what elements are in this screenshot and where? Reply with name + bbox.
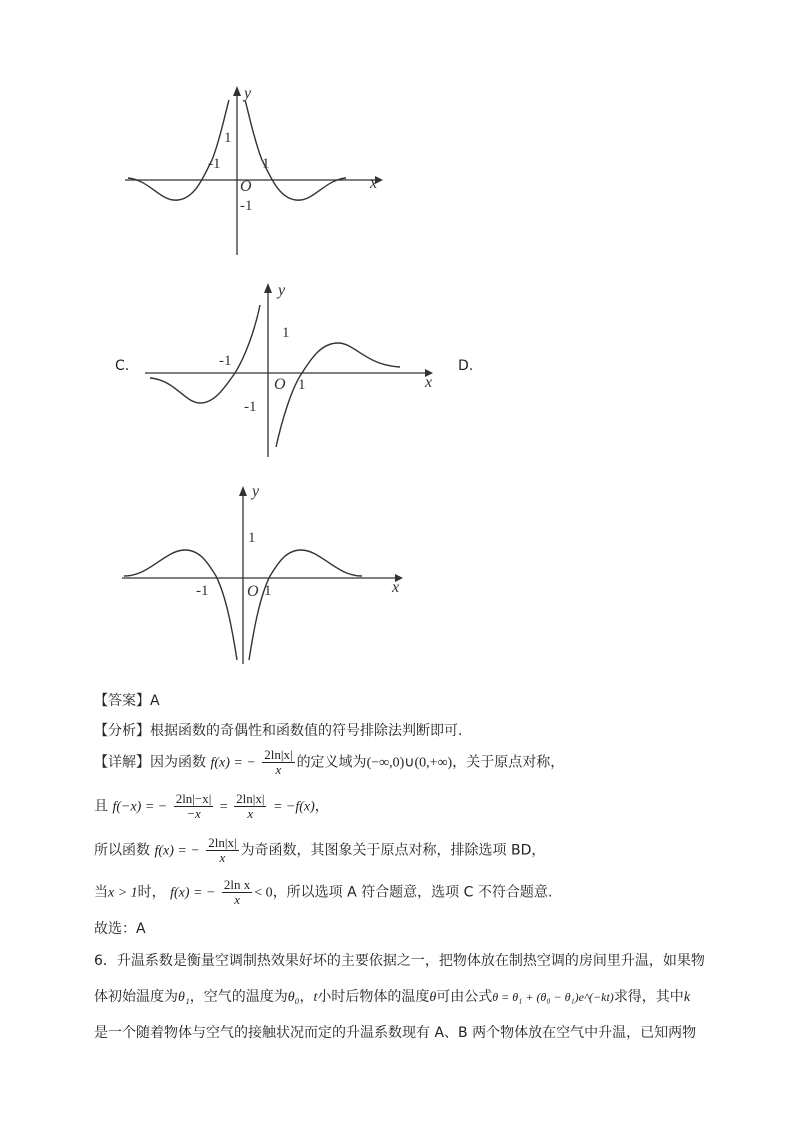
fraction (262, 748, 294, 777)
curve-right (245, 100, 346, 200)
graph-option-c (0, 275, 794, 460)
detail-line-2 (94, 792, 329, 821)
denominator: −x (186, 806, 201, 821)
x-tick-neg1: -1 (196, 583, 209, 599)
y-tick-pos1: 1 (248, 530, 256, 546)
analysis-tag: 【分析】 (94, 723, 150, 739)
graph-option-d (0, 478, 794, 670)
numerator: 2ln x (223, 877, 251, 892)
numerator: 2ln|x| (264, 747, 293, 762)
y-axis-arrow (233, 86, 241, 96)
x-axis-label: x (370, 175, 378, 192)
question6-line-2 (94, 986, 690, 1006)
formula-fx: f(x) = − (170, 885, 216, 901)
answer-line (94, 690, 160, 710)
answer-value: A (150, 693, 160, 709)
fraction (234, 792, 266, 821)
x-axis-label: x (425, 374, 433, 391)
y-axis-arrow (264, 283, 272, 293)
formula-end: = −f(x) (272, 799, 315, 815)
q6-text: ，空气的温度为 (189, 989, 288, 1005)
y-tick-neg1: -1 (244, 399, 257, 415)
equals: = (219, 799, 228, 815)
fraction (174, 792, 214, 821)
q6-text: 可由公式 (436, 989, 493, 1005)
question6-line-3: 是一个随着物体与空气的接触状况而定的升温系数现有 A、B 两个物体放在空气中升温，已知两物 (94, 1025, 697, 1041)
q6-text: 体初始温度为 (94, 989, 178, 1005)
formula-f-neg-x: f(−x) = − (112, 799, 168, 815)
detail-text: 所以函数 (94, 842, 150, 859)
curve-left (150, 305, 260, 403)
denominator: x (275, 762, 282, 777)
graph-option-b (0, 80, 794, 260)
theta0: θ₀ (287, 990, 300, 1005)
origin-label: O (247, 583, 259, 600)
graph-d-svg (0, 478, 794, 670)
detail-line-3 (94, 836, 545, 865)
option-d-label: D. (458, 358, 474, 374)
question6-line-1: 6．升温系数是衡量空调制热效果好坏的主要依据之一，把物体放在制热空调的房间里升温，如果物 (94, 953, 705, 969)
q6-text: 小时后物体的温度 (317, 989, 430, 1005)
condition: x > 1 (108, 885, 138, 901)
x-tick-pos1: 1 (264, 583, 272, 599)
y-axis-label: y (252, 483, 260, 500)
analysis-text: 根据函数的奇偶性和函数值的符号排除法判断即可. (150, 723, 463, 739)
option-c-label: C. (115, 358, 130, 374)
curve-right (276, 343, 400, 447)
curve-right (249, 550, 362, 660)
x-axis-label: x (392, 579, 400, 596)
detail-text: 当 (94, 884, 108, 901)
fraction (222, 878, 252, 907)
theta: θ (429, 990, 437, 1005)
y-axis-label: y (244, 85, 252, 102)
detail-text: 因为函数 (150, 754, 206, 771)
detail-text: 时， (137, 884, 166, 901)
domain-expr: (−∞,0)∪(0,+∞) (366, 755, 453, 771)
denominator: x (247, 806, 254, 821)
detail-tag: 【详解】 (94, 754, 150, 771)
formula-fx: f(x) = − (210, 755, 256, 771)
denominator: x (219, 850, 226, 865)
numerator: 2ln|−x| (175, 791, 212, 806)
origin-label: O (274, 376, 286, 393)
detail-text: ，所以选项 A 符合题意，选项 C 不符合题意. (272, 884, 553, 901)
x-tick-neg1: -1 (208, 156, 221, 172)
graph-b-svg (0, 80, 794, 260)
detail-line-4 (94, 878, 552, 907)
y-tick-pos1: 1 (224, 130, 232, 146)
curve-left (128, 100, 229, 200)
final-answer-line: 故选：A (94, 921, 146, 937)
y-tick-pos1: 1 (282, 325, 290, 341)
q6-text: ， (299, 989, 314, 1005)
y-axis-arrow (239, 486, 247, 496)
y-tick-neg1: -1 (240, 198, 253, 214)
detail-text: 为奇函数，其图象关于原点对称，排除选项 BD， (240, 842, 546, 859)
formula-fx: f(x) = − (154, 843, 200, 859)
detail-line-1 (94, 748, 564, 777)
detail-text: ， (314, 798, 329, 815)
time-var: t (313, 990, 318, 1005)
x-tick-pos1: 1 (262, 156, 270, 172)
fraction (206, 836, 238, 865)
formula: θ = θ₁ + (θ₀ − θ₁)e^(−kt) (492, 990, 614, 1004)
x-tick-neg1: -1 (219, 353, 232, 369)
graph-c-svg (0, 275, 794, 460)
curve-left (124, 550, 237, 660)
analysis-line (94, 720, 462, 740)
detail-text: 的定义域为 (296, 754, 367, 771)
less-than-zero: < 0 (254, 885, 273, 901)
x-tick-pos1: 1 (298, 377, 306, 393)
theta1: θ₁ (178, 990, 190, 1005)
y-axis-label: y (278, 282, 286, 299)
numerator: 2ln|x| (236, 791, 265, 806)
numerator: 2ln|x| (208, 835, 237, 850)
detail-text: ，关于原点对称， (452, 754, 565, 771)
denominator: x (234, 892, 240, 907)
answer-tag: 【答案】 (94, 693, 150, 709)
detail-text: 且 (94, 798, 108, 815)
k-var: k (683, 990, 691, 1005)
q6-text: 求得，其中 (613, 989, 684, 1005)
origin-label: O (240, 178, 252, 195)
